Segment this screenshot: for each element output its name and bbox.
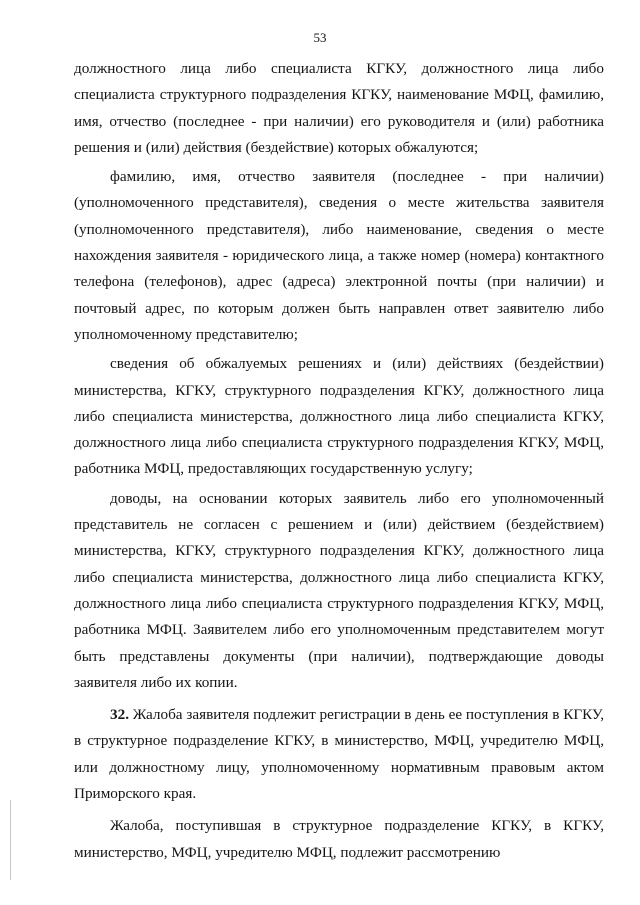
paragraph-appealed-decisions: сведения об обжалуемых решениях и (или) действиях (бездействии) министерства, КГКУ, структурного подразделения КГКУ, должностного лица либо специалиста министерства, должностного лица либо специалиста КГКУ, должностного лица либо специалиста структурного подразделения КГКУ, МФЦ, работника МФЦ, предоставляющих государственную услугу;	[74, 355, 604, 478]
paragraph-arguments: доводы, на основании которых заявитель либо его уполномоченный представитель не согласен с решением и (или) действием (бездействием) министерства, КГКУ, структурного подразделения КГКУ, должностного лица либо специалиста министерства, должностного лица либо специалиста КГКУ, должностного лица либо специалиста структурного подразделения КГКУ, МФЦ, работника МФЦ. Заявителем либо его уполномоченным представителем могут быть представлены документы (при наличии), подтверждающие доводы заявителя либо их копии.	[74, 489, 604, 691]
scan-edge-mark	[10, 800, 11, 880]
paragraph-complaint-review: Жалоба, поступившая в структурное подразделение КГКУ, в КГКУ, министерство, МФЦ, учредителю МФЦ, подлежит рассмотрению	[74, 817, 604, 861]
paragraph-continuation: должностного лица либо специалиста КГКУ, должностного лица либо специалиста структурного подразделения КГКУ, наименование МФЦ, фамилию, имя, отчество (последнее - при наличии) его руководителя и (или) работника решения и (или) действия (бездействие) которых обжалуются;	[74, 60, 604, 156]
item-number: 32.	[110, 706, 129, 724]
document-body	[74, 56, 604, 866]
paragraph-applicant-name: фамилию, имя, отчество заявителя (последнее - при наличии) (уполномоченного представителя), сведения о месте жительства заявителя (уполномоченного представителя), либо наименование, сведения о месте нахождения заявителя - юридического лица, а также номер (номера) контактного телефона (телефонов), адрес (адреса) электронной почты (при наличии) и почтовый адрес, по которым должен быть направлен ответ заявителю либо уполномоченному представителю;	[74, 168, 604, 343]
item-32-text: Жалоба заявителя подлежит регистрации в день ее поступления в КГКУ, в структурное подразделение КГКУ, в министерство, МФЦ, учредителю МФЦ, или должностному лицу, уполномоченному нормативным правовым актом Приморского края.	[74, 706, 604, 803]
page-number: 53	[313, 30, 327, 45]
paragraph-item-32	[74, 702, 604, 807]
